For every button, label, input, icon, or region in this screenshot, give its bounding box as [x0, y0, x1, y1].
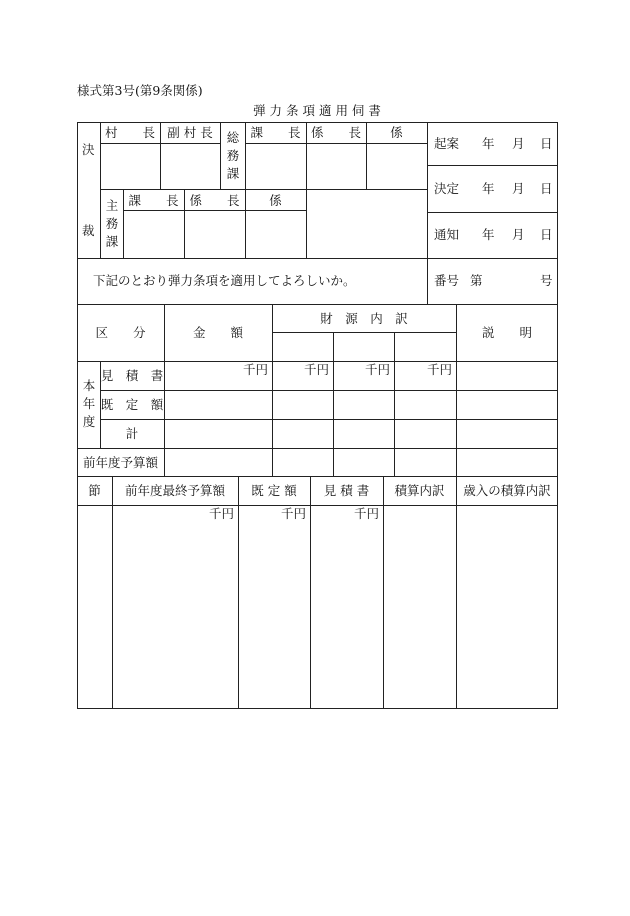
- current-year-label: 本年度: [82, 378, 96, 429]
- village-head-label: 村 長: [104, 125, 155, 140]
- form-number: 様式第3号(第9条関係): [77, 83, 203, 98]
- col-breakdown: 積算内訳: [394, 483, 445, 498]
- col-revenue: 歳入の積算内訳: [463, 483, 551, 498]
- ga-chief-label: 課 長: [250, 125, 301, 140]
- decision-label-bottom: 裁: [82, 223, 95, 238]
- decision-label-top: 決: [82, 142, 95, 157]
- col-amount: 金 額: [192, 325, 243, 340]
- md-chief-label: 課 長: [128, 193, 179, 208]
- draft-month: 月: [512, 136, 525, 151]
- unit-existing: 千円: [280, 506, 306, 521]
- document-title: 弾 力 条 項 適 用 伺 書: [253, 103, 381, 118]
- row-total: 計: [125, 426, 139, 441]
- unit-estimate: 千円: [353, 506, 379, 521]
- col-existing: 既 定 額: [251, 483, 297, 498]
- unit-source-1: 千円: [303, 362, 329, 377]
- unit-source-2: 千円: [364, 362, 390, 377]
- row-estimate: 見 積 書: [100, 368, 164, 383]
- col-prev-final: 前年度最終予算額: [124, 483, 225, 498]
- main-dept-label: 主務課: [105, 198, 119, 249]
- draft-label: 起案: [434, 136, 460, 151]
- unit-prev-final: 千円: [208, 506, 234, 521]
- decided-year: 年: [482, 181, 495, 196]
- draft-year: 年: [482, 136, 495, 151]
- general-affairs-label: 総務課: [226, 130, 240, 181]
- col-estimate: 見 積 書: [323, 483, 370, 498]
- notice-label: 通知: [434, 227, 460, 242]
- md-staff-label: 係: [269, 193, 282, 208]
- unit-source-3: 千円: [426, 362, 452, 377]
- draft-day: 日: [540, 136, 553, 151]
- number-label: 番号: [434, 273, 460, 288]
- deputy-head-label: 副 村 長: [167, 125, 213, 140]
- number-suffix: 号: [540, 273, 553, 288]
- md-subchief-label: 係 長: [189, 193, 240, 208]
- col-section: 節: [88, 483, 101, 498]
- row-existing: 既 定 額: [100, 397, 164, 412]
- row-prev: 前年度予算額: [82, 455, 158, 470]
- number-prefix: 第: [470, 273, 483, 288]
- ga-staff-label: 係: [390, 125, 403, 140]
- ga-subchief-label: 係 長: [310, 125, 361, 140]
- notice-month: 月: [512, 227, 525, 242]
- col-category: 区 分: [95, 325, 146, 340]
- decided-month: 月: [512, 181, 525, 196]
- col-source: 財 源 内 訳: [320, 311, 408, 326]
- notice-year: 年: [482, 227, 495, 242]
- notice-day: 日: [540, 227, 553, 242]
- decided-day: 日: [540, 181, 553, 196]
- decided-label: 決定: [434, 181, 460, 196]
- unit-amount: 千円: [242, 362, 268, 377]
- col-explanation: 説 明: [481, 325, 532, 340]
- request-text: 下記のとおり弾力条項を適用してよろしいか。: [93, 273, 356, 288]
